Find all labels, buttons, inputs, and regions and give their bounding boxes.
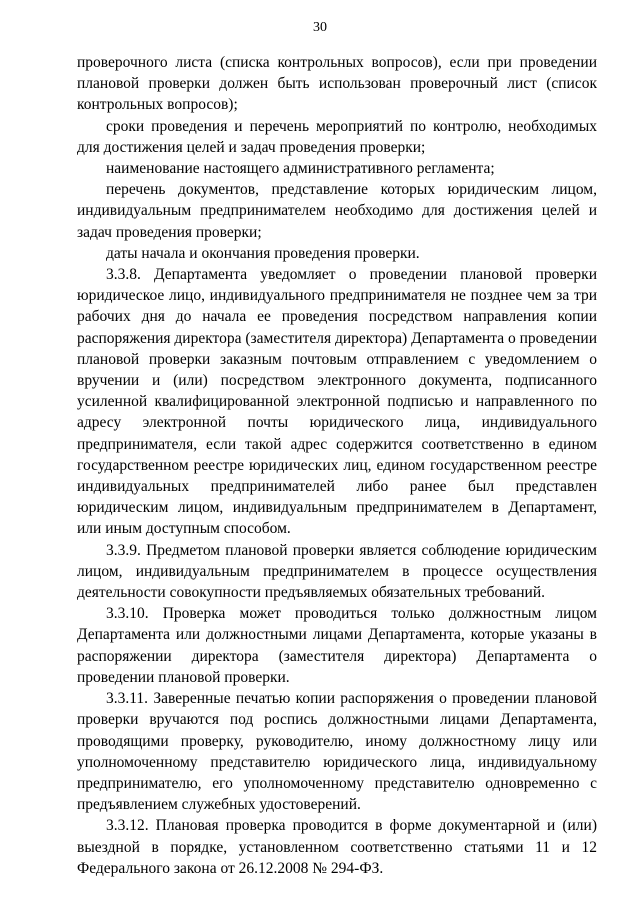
paragraph-3-3-10: 3.3.10. Проверка может проводиться только должностным лицом Департамента или должностными лицами Департамента, которые указаны в распоряжении директора (заместителя директора) Департамента о проведении плановой проверки.	[77, 605, 597, 686]
paragraph-3-3-12: 3.3.12. Плановая проверка проводится в форме документарной и (или) выездной в порядке, установленном соответственно статьями 11 и 12 Федерального закона от 26.12.2008 № 294-ФЗ.	[77, 817, 597, 877]
paragraph-3-3-9: 3.3.9. Предметом плановой проверки является соблюдение юридическим лицом, индивидуальным предпринимателем в процессе осуществления деятельности совокупности предъявляемых обязательных требований.	[77, 541, 597, 602]
paragraph-dates: даты начала и окончания проведения проверки.	[106, 244, 420, 262]
paragraph-deadlines: сроки проведения и перечень мероприятий по контролю, необходимых для достижения целей и задач проведения проверки;	[77, 117, 597, 156]
paragraph-checklist-continuation: проверочного листа (списка контрольных вопросов), если при проведении плановой проверки должен быть использован проверочный лист (список контрольных вопросов);	[77, 54, 597, 114]
paragraph-documents-list: перечень документов, представление которых юридическим лицом, индивидуальным предпринимателем необходимо для достижения целей и задач проведения проверки;	[77, 181, 597, 241]
document-body	[77, 52, 597, 879]
paragraph-regulation-name: наименование настоящего административного регламента;	[106, 160, 495, 178]
paragraph-3-3-11: 3.3.11. Заверенные печатью копии распоряжения о проведении плановой проверки вручаются под роспись должностными лицами Департамента, проводящими проверку, руководителю, иному должностному лицу или уполномоченному представителю юридического лица, индивидуальному предпринимателю, его уполномоченному представителю одновременно с предъявлением служебных удостоверений.	[77, 690, 597, 814]
paragraph-3-3-8: 3.3.8. Департамента уведомляет о проведении плановой проверки юридическое лицо, индивидуального предпринимателя не позднее чем за три рабочих дня до начала ее проведения посредством направления копии распоряжения директора (заместителя директора) Департамента о проведении плановой проверки заказным почтовым отправлением с уведомлением о вручении и (или) посредством электронного документа, подписанного усиленной квалифицированной электронной подписью и направленного по адресу электронной почты юридического лица, индивидуального предпринимателя, если такой адрес содержится соответственно в едином государственном реестре юридических лиц, едином государственном реестре индивидуальных предпринимателей либо ранее был представлен юридическим лицом, индивидуальным предпринимателем в Департамент, или иным доступным способом.	[77, 266, 597, 538]
page-number: 30	[313, 20, 327, 35]
